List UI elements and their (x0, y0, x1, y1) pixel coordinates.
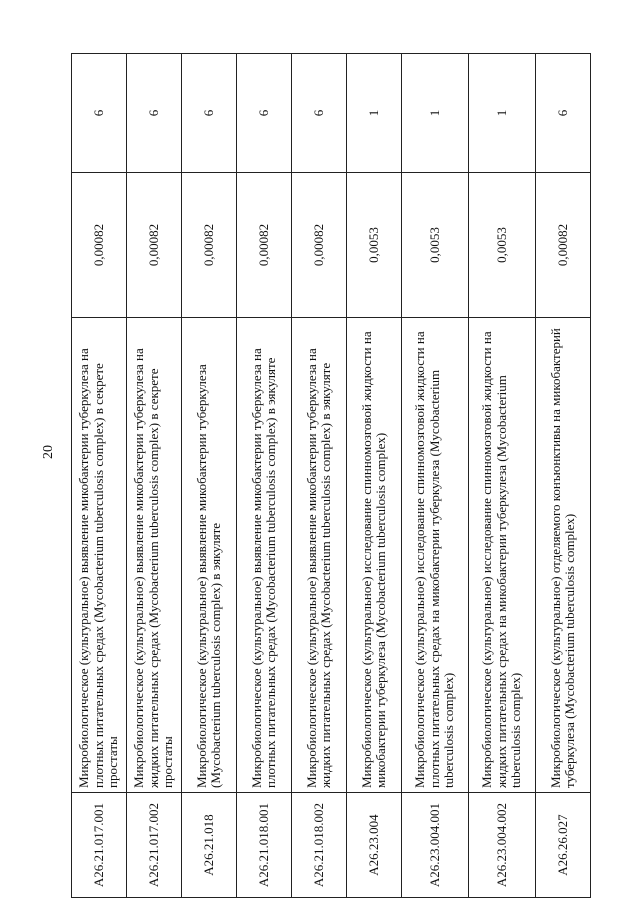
service-description: Микробиологическое (культуральное) выявление микобактерии туберкулеза (Mycobacterium tuberculosis complex) в эякуляте (182, 318, 237, 793)
table-row (182, 54, 237, 898)
table-row (347, 54, 402, 898)
service-multiplicity: 6 (292, 54, 347, 173)
service-description: Микробиологическое (культуральное) исследование спинномозговой жидкости на жидких питательных средах на микобактерии туберкулеза (Mycobacterium tuberculosis complex) (469, 318, 536, 793)
table-row (72, 54, 127, 898)
table-row (127, 54, 182, 898)
service-code: A26.23.004.002 (469, 793, 536, 898)
service-multiplicity: 6 (237, 54, 292, 173)
service-multiplicity: 6 (127, 54, 182, 173)
service-code: A26.21.018.002 (292, 793, 347, 898)
service-coefficient: 0,00082 (127, 173, 182, 318)
service-code: A26.26.027 (536, 793, 591, 898)
service-code: A26.21.018.001 (237, 793, 292, 898)
page-number: 20 (41, 445, 56, 459)
service-coefficient: 0,00082 (237, 173, 292, 318)
service-description: Микробиологическое (культуральное) отделяемого конъюнктивы на микобактерий туберкулеза (Mycobacterium tuberculosis complex) (536, 318, 591, 793)
table-row (402, 54, 469, 898)
service-description: Микробиологическое (культуральное) выявление микобактерии туберкулеза на плотных питательных средах (Mycobacterium tuberculosis complex) в секрете простаты (72, 318, 127, 793)
service-coefficient: 0,00082 (182, 173, 237, 318)
table-row (237, 54, 292, 898)
service-multiplicity: 1 (469, 54, 536, 173)
service-multiplicity: 6 (182, 54, 237, 173)
service-code: A26.21.017.001 (72, 793, 127, 898)
service-multiplicity: 6 (72, 54, 127, 173)
service-coefficient: 0,0053 (402, 173, 469, 318)
service-multiplicity: 1 (402, 54, 469, 173)
service-multiplicity: 6 (536, 54, 591, 173)
service-coefficient: 0,00082 (72, 173, 127, 318)
service-description: Микробиологическое (культуральное) исследование спинномозговой жидкости на плотных питательных средах на микобактерии туберкулеза (Mycobacterium tuberculosis complex) (402, 318, 469, 793)
service-description: Микробиологическое (культуральное) выявление микобактерии туберкулеза на жидких питательных средах (Mycobacterium tuberculosis complex) в секрете простаты (127, 318, 182, 793)
service-coefficient: 0,0053 (347, 173, 402, 318)
table-rotation-frame (71, 62, 592, 898)
service-code: A26.23.004.001 (402, 793, 469, 898)
service-coefficient: 0,00082 (536, 173, 591, 318)
service-code: A26.21.018 (182, 793, 237, 898)
service-code: A26.21.017.002 (127, 793, 182, 898)
table-row (536, 54, 591, 898)
services-table (71, 62, 592, 898)
table-row (292, 54, 347, 898)
service-description: Микробиологическое (культуральное) исследование спинномозговой жидкости на микобактерии туберкулеза (Mycobacterium tuberculosis complex) (347, 318, 402, 793)
service-description: Микробиологическое (культуральное) выявление микобактерии туберкулеза на жидких питательных средах (Mycobacterium tuberculosis complex) в эякуляте (292, 318, 347, 793)
service-coefficient: 0,00082 (292, 173, 347, 318)
table-row (469, 54, 536, 898)
service-coefficient: 0,0053 (469, 173, 536, 318)
service-description: Микробиологическое (культуральное) выявление микобактерии туберкулеза на плотных питательных средах (Mycobacterium tuberculosis complex) в эякуляте (237, 318, 292, 793)
service-code: A26.23.004 (347, 793, 402, 898)
service-multiplicity: 1 (347, 54, 402, 173)
